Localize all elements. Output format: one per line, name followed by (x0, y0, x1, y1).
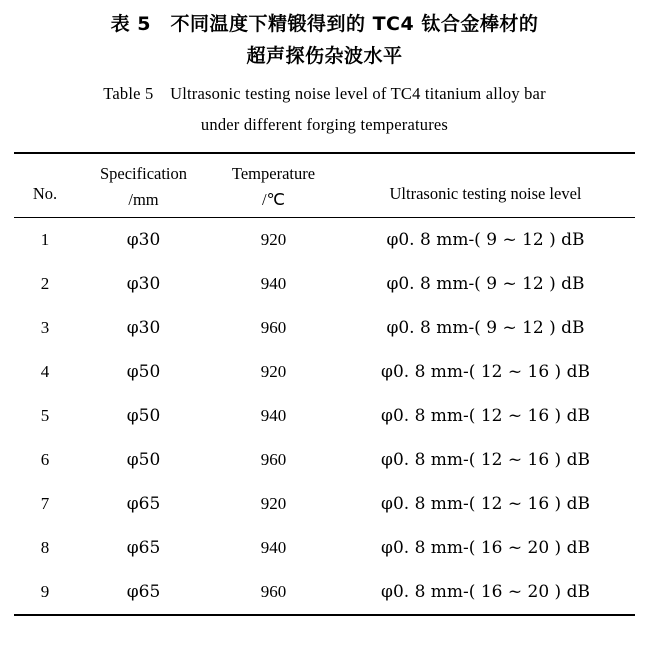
table-row (14, 570, 635, 614)
cell-no: 7 (40, 494, 50, 513)
column-header-no (14, 153, 76, 218)
column-header-specification (76, 153, 211, 218)
cell-no: 8 (40, 538, 50, 557)
cell-temperature: 920 (260, 494, 287, 513)
table-caption-chinese (14, 8, 635, 72)
cell-noise-level: φ0. 8 mm-( 9 ~ 12 ) dB (386, 318, 585, 338)
cell-no: 9 (40, 582, 50, 601)
caption-cn-line-2: 超声探伤杂波水平 (246, 45, 403, 67)
table-row (14, 306, 635, 350)
cell-no: 1 (14, 218, 76, 263)
cell-noise-level: φ0. 8 mm-( 9 ~ 12 ) dB (336, 218, 635, 263)
cell-noise-level: φ0. 8 mm-( 12 ~ 16 ) dB (381, 450, 590, 470)
cell-no: 6 (40, 450, 50, 469)
table-row (14, 262, 635, 306)
table-header-row (14, 153, 635, 218)
cell-noise-level: φ0. 8 mm-( 9 ~ 12 ) dB (386, 274, 585, 294)
cell-temperature: 940 (260, 274, 287, 293)
cell-temperature: 920 (260, 362, 287, 381)
table-bottom-rule (14, 614, 635, 616)
table-row (14, 482, 635, 526)
caption-en-line-1: Table 5 Ultrasonic testing noise level of TC4 titanium alloy bar (103, 84, 546, 103)
table-body (14, 218, 635, 615)
cell-specification: φ65 (126, 582, 161, 602)
table-caption-english (14, 78, 635, 140)
table-row (14, 438, 635, 482)
table-row (14, 218, 635, 263)
table-figure-page (0, 8, 649, 658)
cell-specification: φ65 (126, 494, 161, 514)
cell-temperature: 940 (260, 538, 287, 557)
cell-noise-level: φ0. 8 mm-( 12 ~ 16 ) dB (381, 406, 590, 426)
caption-en-line-2: under different forging temperatures (200, 115, 449, 134)
column-header-no-label: No. (32, 183, 58, 203)
cell-specification: φ50 (126, 362, 161, 382)
cell-temperature: 940 (260, 406, 287, 425)
cell-noise-level: φ0. 8 mm-( 16 ~ 20 ) dB (381, 538, 590, 558)
table-row (14, 526, 635, 570)
column-header-noise-level-label: Ultrasonic testing noise level (389, 183, 582, 203)
cell-specification: φ65 (126, 538, 161, 558)
table-row (14, 394, 635, 438)
column-header-temperature (211, 153, 336, 218)
cell-temperature: 960 (260, 318, 287, 337)
cell-specification: φ30 (76, 218, 211, 263)
cell-no: 2 (40, 274, 50, 293)
table-header (14, 153, 635, 218)
cell-specification: φ30 (126, 318, 161, 338)
table-row (14, 350, 635, 394)
column-header-noise-level (336, 153, 635, 218)
cell-noise-level: φ0. 8 mm-( 16 ~ 20 ) dB (381, 582, 590, 602)
cell-no: 3 (40, 318, 50, 337)
cell-no: 5 (40, 406, 50, 425)
cell-no: 4 (40, 362, 50, 381)
cell-specification: φ30 (126, 274, 161, 294)
cell-specification: φ50 (126, 450, 161, 470)
cell-specification: φ50 (126, 406, 161, 426)
column-header-specification-label: Specification (99, 164, 188, 183)
caption-cn-line-1: 表 5 不同温度下精锻得到的 TC4 钛合金棒材的 (110, 13, 539, 35)
cell-noise-level: φ0. 8 mm-( 12 ~ 16 ) dB (381, 494, 590, 514)
cell-temperature: 960 (260, 582, 287, 601)
column-header-temperature-label: Temperature (231, 164, 316, 183)
column-header-specification-unit: /mm (128, 190, 159, 209)
cell-noise-level: φ0. 8 mm-( 12 ~ 16 ) dB (381, 362, 590, 382)
cell-temperature: 960 (260, 450, 287, 469)
column-header-temperature-unit: /℃ (261, 190, 286, 209)
ultrasonic-noise-table (14, 152, 635, 614)
cell-temperature: 920 (211, 218, 336, 263)
